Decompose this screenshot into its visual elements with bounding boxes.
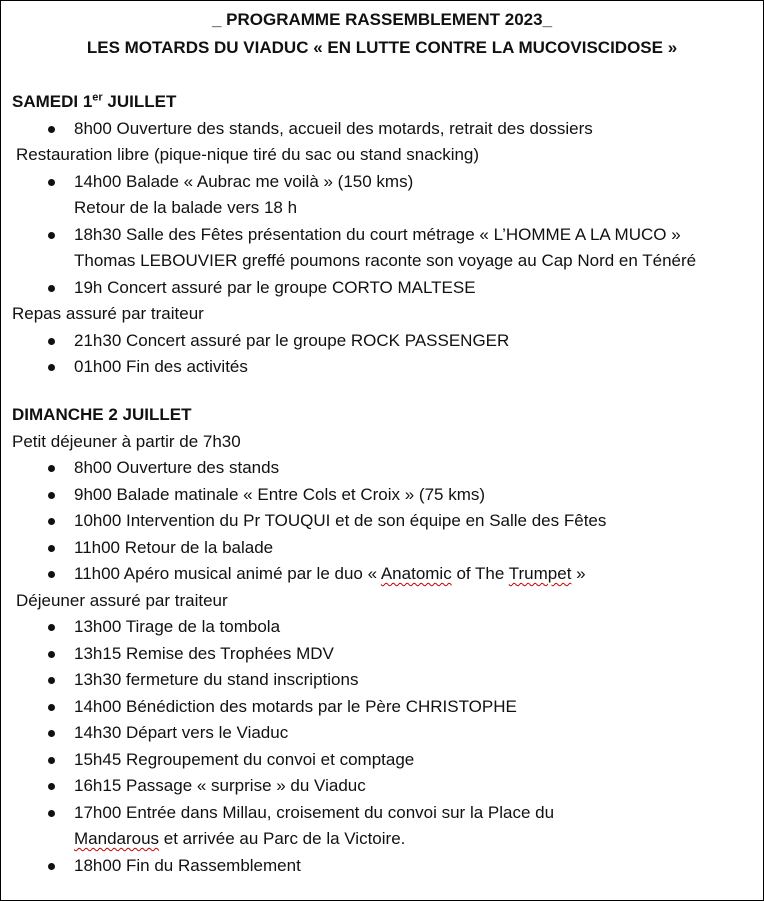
sunday-schedule-morning (12, 455, 757, 561)
list-item-continuation: Retour de la balade vers 18 h (74, 198, 298, 217)
sunday-title: DIMANCHE 2 JUILLET (12, 405, 192, 424)
list-item: 17h00 Entrée dans Millau, croisement du convoi sur la Place du (12, 800, 757, 827)
list-item: 18h30 Salle des Fêtes présentation du court métrage « L’HOMME A LA MUCO » (12, 222, 757, 249)
programme-title: _ PROGRAMME RASSEMBLEMENT 2023_ (211, 10, 553, 29)
list-item: 01h00 Fin des activités (12, 354, 757, 381)
list-item: 8h00 Ouverture des stands (12, 455, 757, 482)
saturday-title: SAMEDI 1er JUILLET (12, 91, 177, 111)
list-item: 13h00 Tirage de la tombola (12, 614, 757, 641)
list-item: 14h00 Bénédiction des motards par le Père CHRISTOPHE (12, 694, 757, 721)
list-item: 21h30 Concert assuré par le groupe ROCK PASSENGER (12, 328, 757, 355)
list-item: 13h30 fermeture du stand inscriptions (12, 667, 757, 694)
lunch-note: Déjeuner assuré par traiteur (16, 590, 228, 610)
list-item-continuation: Thomas LEBOUVIER greffé poumons raconte son voyage au Cap Nord en Ténéré (74, 251, 697, 270)
list-item: 19h Concert assuré par le groupe CORTO MALTESE (12, 275, 757, 302)
list-item: 15h45 Regroupement du convoi et comptage (12, 747, 757, 774)
list-item: 16h15 Passage « surprise » du Viaduc (12, 773, 757, 800)
list-item: 10h00 Intervention du Pr TOUQUI et de son équipe en Salle des Fêtes (12, 508, 757, 535)
list-item-continuation: Mandarous et arrivée au Parc de la Victoire. (74, 829, 406, 848)
list-item: 14h00 Balade « Aubrac me voilà » (150 kms) (12, 169, 757, 196)
document-header (1, 6, 763, 62)
sunday-schedule-afternoon (12, 614, 757, 826)
list-item-end: 18h00 Fin du Rassemblement (12, 853, 757, 880)
association-title: LES MOTARDS DU VIADUC « EN LUTTE CONTRE LA MUCOVISCIDOSE » (86, 38, 678, 57)
schedule-note: Repas assuré par traiteur (12, 304, 204, 323)
sunday-section (12, 402, 757, 879)
list-item: 9h00 Balade matinale « Entre Cols et Croix » (75 kms) (12, 482, 757, 509)
list-item: 14h30 Départ vers le Viaduc (12, 720, 757, 747)
list-item-apero: 11h00 Apéro musical animé par le duo « Anatomic of The Trumpet » (12, 561, 757, 588)
breakfast-note: Petit déjeuner à partir de 7h30 (12, 431, 241, 451)
schedule-note: Restauration libre (pique-nique tiré du sac ou stand snacking) (16, 145, 480, 164)
saturday-schedule (12, 116, 757, 381)
list-item: 13h15 Remise des Trophées MDV (12, 641, 757, 668)
list-item: 8h00 Ouverture des stands, accueil des motards, retrait des dossiers (12, 116, 757, 143)
saturday-section (12, 89, 757, 381)
list-item: 11h00 Retour de la balade (12, 535, 757, 562)
